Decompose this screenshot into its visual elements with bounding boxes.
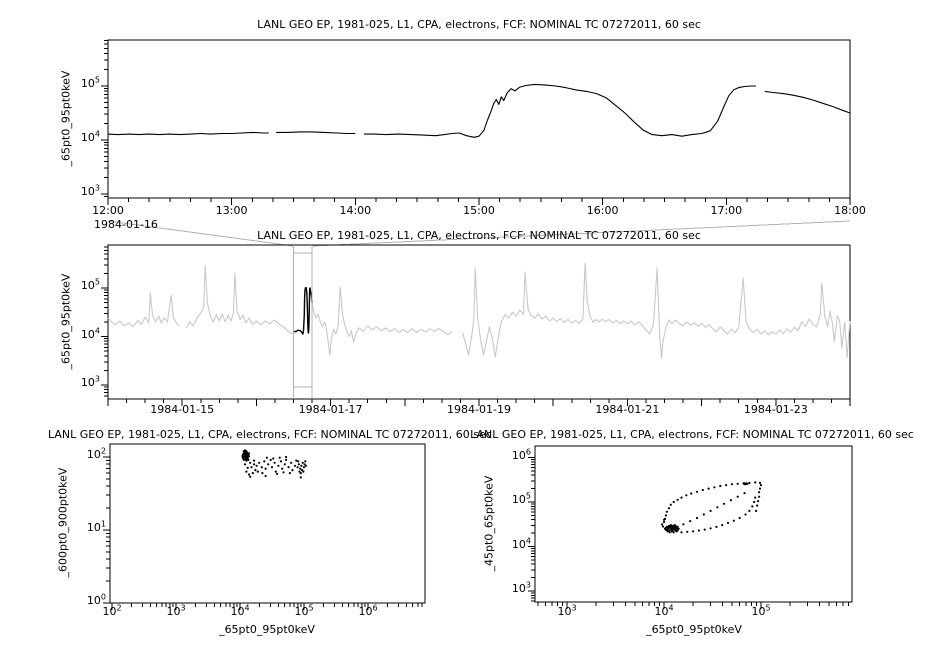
overview-panel-title: LANL GEO EP, 1981-025, L1, CPA, electrons, FCF: NOMINAL TC 07272011, 60 sec bbox=[257, 229, 701, 242]
scatter-left-xlabel: _65pt0_95pt0keV bbox=[219, 623, 315, 636]
date-tick-label: 1984-01-17 bbox=[298, 403, 363, 416]
scatter-left-title: LANL GEO EP, 1981-025, L1, CPA, electrons, FCF: NOMINAL TC 07272011, 60 sec bbox=[48, 428, 492, 441]
x-tick-label: $10^5$ bbox=[294, 603, 314, 618]
y-tick-label: $10^3$ bbox=[80, 374, 100, 389]
time-tick-label: 16:00 bbox=[586, 204, 619, 217]
x-tick-label: $10^3$ bbox=[166, 603, 186, 618]
scatter-600-900-points bbox=[242, 449, 308, 478]
y-tick-label: $10^0$ bbox=[86, 592, 106, 607]
time-tick-label: 17:00 bbox=[710, 204, 743, 217]
scatter-right-title: LANL GEO EP, 1981-025, L1, CPA, electrons, FCF: NOMINAL TC 07272011, 60 sec bbox=[470, 428, 914, 441]
date-tick-label: 1984-01-23 bbox=[743, 403, 808, 416]
date-tick-label: 1984-01-19 bbox=[447, 403, 511, 416]
y-tick-label: $10^5$ bbox=[80, 277, 100, 292]
x-tick-label: $10^2$ bbox=[102, 603, 122, 618]
time-tick-label: 18:00 bbox=[834, 204, 866, 217]
time-tick-label: 13:00 bbox=[215, 204, 248, 217]
top-panel-ylabel: _65pt0_95pt0keV bbox=[59, 70, 73, 167]
scatter-left-ylabel: _600pt0_900pt0keV bbox=[56, 467, 70, 578]
y-tick-label: $10^4$ bbox=[80, 129, 100, 144]
top-panel-start-date: 1984-01-16 bbox=[94, 218, 158, 231]
time-tick-label: 15:00 bbox=[463, 204, 495, 217]
y-tick-label: $10^4$ bbox=[511, 535, 531, 551]
x-tick-label: $10^3$ bbox=[557, 603, 577, 618]
date-tick-label: 1984-01-15 bbox=[150, 403, 215, 416]
x-tick-label: $10^4$ bbox=[230, 603, 250, 618]
date-tick-label: 1984-01-21 bbox=[595, 403, 660, 416]
top-timeseries-line bbox=[108, 84, 850, 137]
time-tick-label: 14:00 bbox=[339, 204, 372, 217]
y-tick-label: $10^3$ bbox=[511, 580, 531, 595]
y-tick-label: $10^3$ bbox=[80, 183, 100, 198]
y-tick-label: $10^4$ bbox=[80, 325, 100, 341]
overview-timeseries-line bbox=[108, 263, 850, 358]
scatter-45-65-points bbox=[661, 481, 762, 533]
x-tick-label: $10^4$ bbox=[654, 603, 674, 618]
scatter-right-ylabel: _45pt0_65pt0keV bbox=[482, 475, 496, 572]
y-tick-label: $10^2$ bbox=[86, 446, 106, 461]
scatter-right-xlabel: _65pt0_95pt0keV bbox=[646, 623, 742, 636]
y-tick-label: $10^6$ bbox=[511, 446, 531, 462]
scatter-600-900-panel[interactable] bbox=[103, 444, 425, 610]
x-tick-label: $10^5$ bbox=[751, 603, 771, 618]
x-tick-label: $10^6$ bbox=[358, 603, 378, 618]
selected-interval-line bbox=[294, 288, 313, 335]
y-tick-label: $10^5$ bbox=[80, 75, 100, 90]
y-tick-label: $10^5$ bbox=[511, 491, 531, 506]
top-timeseries-panel[interactable] bbox=[101, 40, 850, 205]
time-tick-label: 12:00 bbox=[92, 204, 124, 217]
overview-panel-ylabel: _65pt0_95pt0keV bbox=[59, 273, 73, 370]
y-tick-label: $10^1$ bbox=[86, 519, 106, 534]
scatter-45-65-panel[interactable] bbox=[528, 446, 852, 609]
top-panel-title: LANL GEO EP, 1981-025, L1, CPA, electrons, FCF: NOMINAL TC 07272011, 60 sec bbox=[257, 18, 701, 31]
